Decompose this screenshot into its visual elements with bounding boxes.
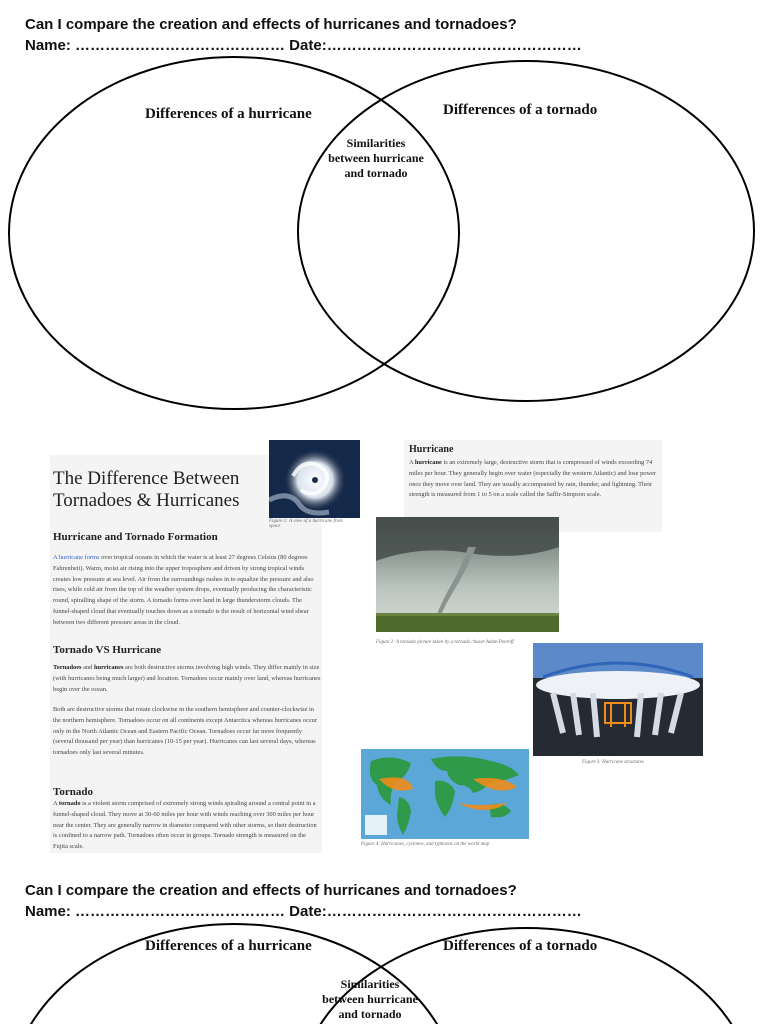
formation-heading: Hurricane and Tornado Formation <box>53 531 218 543</box>
venn-diagram-top <box>0 55 768 420</box>
hurricane-satellite-image <box>269 440 360 518</box>
vs-paragraph-1: Tornadoes and hurricanes are both destructive storms involving high winds. They differ mainly in size (with hurricanes being much larger) and location. Tornadoes occur mainly over land, whereas hurricanes begin over the ocean. <box>53 664 321 693</box>
similarities-label-2: Similarities between hurricane and tornado <box>322 977 418 1021</box>
hurricane-structure-diagram <box>533 643 703 756</box>
figure-2-caption: Figure 2: A tornado picture taken by a tornado chaser Adam Penroff <box>376 640 514 645</box>
similarities-label: Similarities between hurricane and tornado <box>328 136 424 180</box>
hurricane-differences-label-2: Differences of a hurricane <box>145 938 312 954</box>
world-map-image <box>361 749 529 839</box>
tornado-paragraph: A tornado is a violent storm comprised of extremely strong winds spiraling around a central point in a funnel-shaped cloud. They move at 30-60 miles per hour with winds reaching over 300 miles per hour near the center. They are generally narrow in diameter compared with other storms, so their destruction is confined to a narrow path. Tornadoes often occur in groups. Tornado strength is measured on the Fujita scale. <box>53 800 317 851</box>
worksheet-question-2: Can I compare the creation and effects of hurricanes and tornadoes? <box>25 882 517 899</box>
formation-paragraph: A hurricane forms over tropical oceans in which the water is at least 27 degrees Celsius (80 degrees Fahrenheit). Warm, moist air rising into the upper troposphere and driven by strong tropical winds creates low pressure at sea level. Air from the surroundings rushes in to equalize the pressure and also rises, while cold air from the top of the weather system drops, eventually producing the characteristic round, spiralling shape of the storm. A tornado forms over land in large thunderstorm clouds. The funnel-shaped cloud that eventually touches down as a tornado is the result of horizontal wind shear between two different pressure areas in the cloud. <box>53 554 314 626</box>
vs-heading: Tornado VS Hurricane <box>53 644 162 656</box>
hurricane-heading: Hurricane <box>409 444 454 455</box>
name-date-line: Name: …………………………………… Date:…………………………………………… <box>25 37 582 54</box>
vs-paragraph-2: Both are destructive storms that rotate clockwise in the southern hemisphere and counter-clockwise in the northern hemisphere. Tornadoes occur on all continents except Antarctica whereas hurricanes occur only in the North Atlantic Ocean and Eastern Pacific Ocean. Tornadoes occur far more frequently (several thousand per year) than hurricanes (10-15 per year). Hurricanes can last several days, whereas tornadoes only last several minutes. <box>53 706 318 757</box>
tornado-photo <box>376 517 559 632</box>
hurricane-paragraph: A hurricane is an extremely large, destructive storm that is compressed of winds exceeding 74 miles per hour. They generally begin over water (especially the western Atlantic) and lose power once they move over land. They are usually accompanied by rain, thunder, and lightning. Their strength is measured from 1 to 5 on a scale called the Saffir-Simpson scale. <box>409 459 657 499</box>
figure-3-caption: Figure 3: Hurricane structures <box>582 760 644 765</box>
name-date-line-2: Name: …………………………………… Date:…………………………………………… <box>25 903 582 920</box>
hurricane-forms-link[interactable]: A hurricane forms <box>53 554 100 561</box>
figure-4-caption: Figure 4: Hurricanes, cyclones, and typhoons on the world map <box>361 842 490 847</box>
hurricane-differences-label: Differences of a hurricane <box>145 106 312 122</box>
tornado-differences-label-2: Differences of a tornado <box>443 938 598 954</box>
article-title: The Difference Between Tornadoes & Hurricanes <box>53 468 240 511</box>
worksheet-question: Can I compare the creation and effects of hurricanes and tornadoes? <box>25 16 517 33</box>
tornado-differences-label: Differences of a tornado <box>443 102 598 118</box>
tornado-heading: Tornado <box>53 786 93 798</box>
figure-1-caption: Figure 1: A view of a hurricane from space <box>269 519 343 529</box>
